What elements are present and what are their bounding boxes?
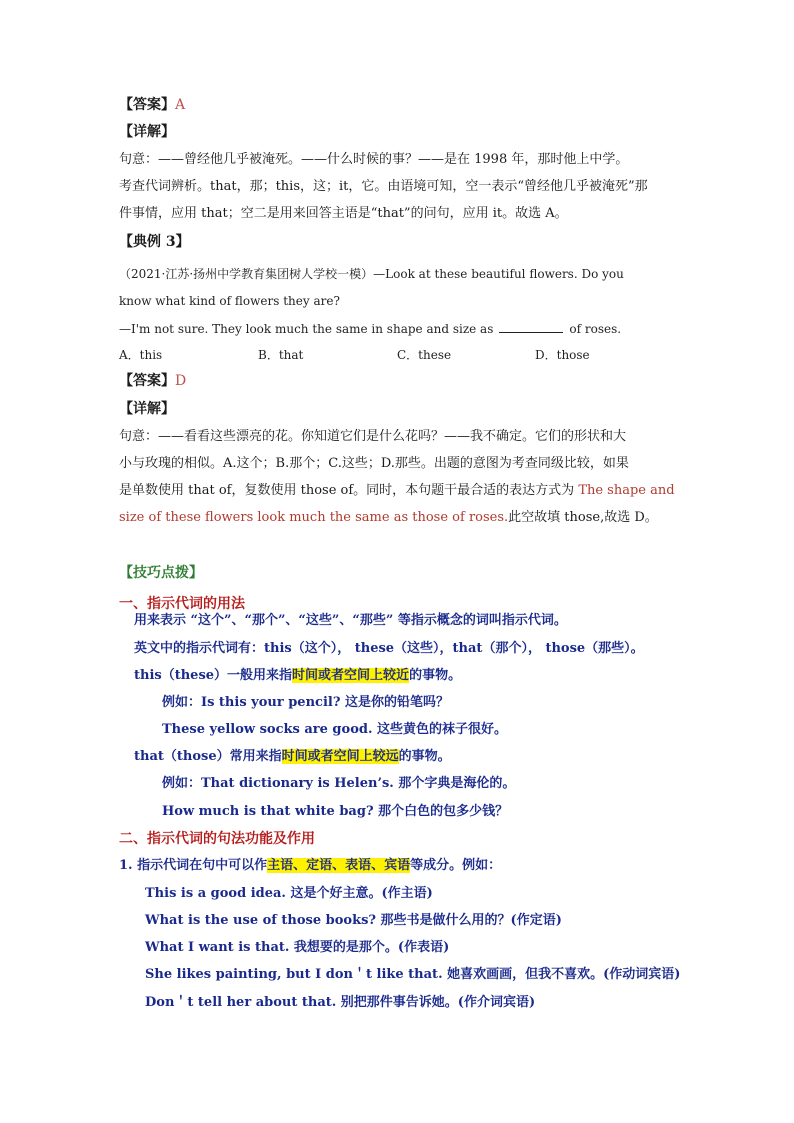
answer-value: A	[175, 97, 186, 113]
tips-line	[119, 856, 501, 876]
tips-line	[134, 747, 451, 767]
question-source: （2021·江苏·扬州中学教育集团树人学校一模）—Look at these beautiful flowers. Do you	[119, 267, 624, 281]
detail-text-red: size of these flowers look much the same as those of roses.	[119, 510, 509, 525]
answer-label-text: 【答案】	[119, 373, 175, 389]
detail-line	[119, 481, 675, 501]
detail-text: 是单数使用 that of，复数使用 those of。同时，本句题干最合适的表达方式为	[119, 483, 579, 498]
example-line: What is the use of those books? 那些书是做什么用的？(作定语)	[145, 913, 562, 928]
tips-text: 等成分。例如：	[410, 858, 502, 873]
tips-text: this（these）一般用来指	[134, 668, 293, 683]
example-line: What I want is that. 我想要的是那个。(作表语)	[145, 940, 450, 955]
example-title: 【典例 3】	[119, 234, 190, 250]
highlight-text: 时间或者空间上较近	[292, 668, 410, 683]
tips-line	[134, 666, 461, 686]
example-line: 例如：Is this your pencil? 这是你的铅笔吗？	[162, 695, 449, 710]
option-c: C．these	[397, 348, 452, 362]
section-heading: 二、指示代词的句法功能及作用	[119, 831, 315, 847]
option-b: B．that	[258, 348, 304, 362]
detail-line	[119, 508, 658, 528]
example-line: These yellow socks are good. 这些黄色的袜子很好。	[162, 722, 508, 737]
detail-text-red: The shape and	[578, 483, 675, 498]
example-line: 例如：That dictionary is Helen’s. 那个字典是海伦的。	[162, 776, 516, 791]
tips-line: 用来表示 “这个”、“那个”、“这些”、“那些” 等指示概念的词叫指示代词。	[134, 613, 567, 628]
detail-text: 此空故填 those,故选 D。	[508, 510, 658, 525]
section-heading: 一、指示代词的用法	[119, 596, 245, 612]
detail-line: 句意：——曾经他几乎被淹死。——什么时候的事？——是在 1998 年，那时他上中学。	[119, 152, 629, 167]
highlight-text: 时间或者空间上较远	[281, 749, 399, 764]
detail-line: 考查代词辨析。that，那；this，这；it，它。由语境可知，空一表示“曾经他几乎被淹死”那	[119, 179, 648, 194]
answer-value: D	[175, 373, 187, 389]
example-line: How much is that white bag? 那个白色的包多少钱？	[162, 804, 509, 819]
tips-title: 【技巧点拨】	[119, 565, 203, 581]
detail-line: 句意：——看看这些漂亮的花。你知道它们是什么花吗？——我不确定。它们的形状和大	[119, 429, 627, 444]
question-stem	[119, 319, 621, 339]
question-source: know what kind of flowers they are?	[119, 294, 340, 308]
detail-line: 件事情，应用 that；空二是用来回答主语是“that”的问句，应用 it。故选 A。	[119, 206, 568, 221]
example-line: Don＇t tell her about that. 别把那件事告诉她。(作介词宾语)	[145, 995, 536, 1010]
example-line: This is a good idea. 这是个好主意。(作主语)	[145, 886, 433, 901]
tips-text: 的事物。	[409, 668, 462, 683]
tips-line: 英文中的指示代词有：this（这个）， these（这些），that（那个）， those（那些）。	[134, 641, 644, 656]
answer-label	[119, 371, 186, 391]
example-line: She likes painting, but I don＇t like that. 她喜欢画画，但我不喜欢。(作动词宾语)	[145, 967, 681, 982]
detail-line: 小与玫瑰的相似。A.这个；B.那个；C.这些；D.那些。出题的意图为考查同级比较，如果	[119, 456, 629, 471]
question-text: of roses.	[569, 322, 622, 336]
highlight-text: 主语、定语、表语、宾语	[267, 858, 411, 873]
tips-text: 的事物。	[398, 749, 451, 764]
detail-label: 【详解】	[119, 124, 175, 140]
answer-label	[119, 95, 185, 115]
question-text: —I'm not sure. They look much the same in shape and size as	[119, 322, 494, 336]
tips-text: 1. 指示代词在句中可以作	[119, 858, 268, 873]
answer-blank	[499, 320, 563, 333]
answer-label-text: 【答案】	[119, 97, 175, 113]
tips-text: that（those）常用来指	[134, 749, 282, 764]
option-d: D．those	[535, 348, 590, 362]
detail-label: 【详解】	[119, 401, 175, 417]
option-a: A．this	[119, 348, 163, 362]
